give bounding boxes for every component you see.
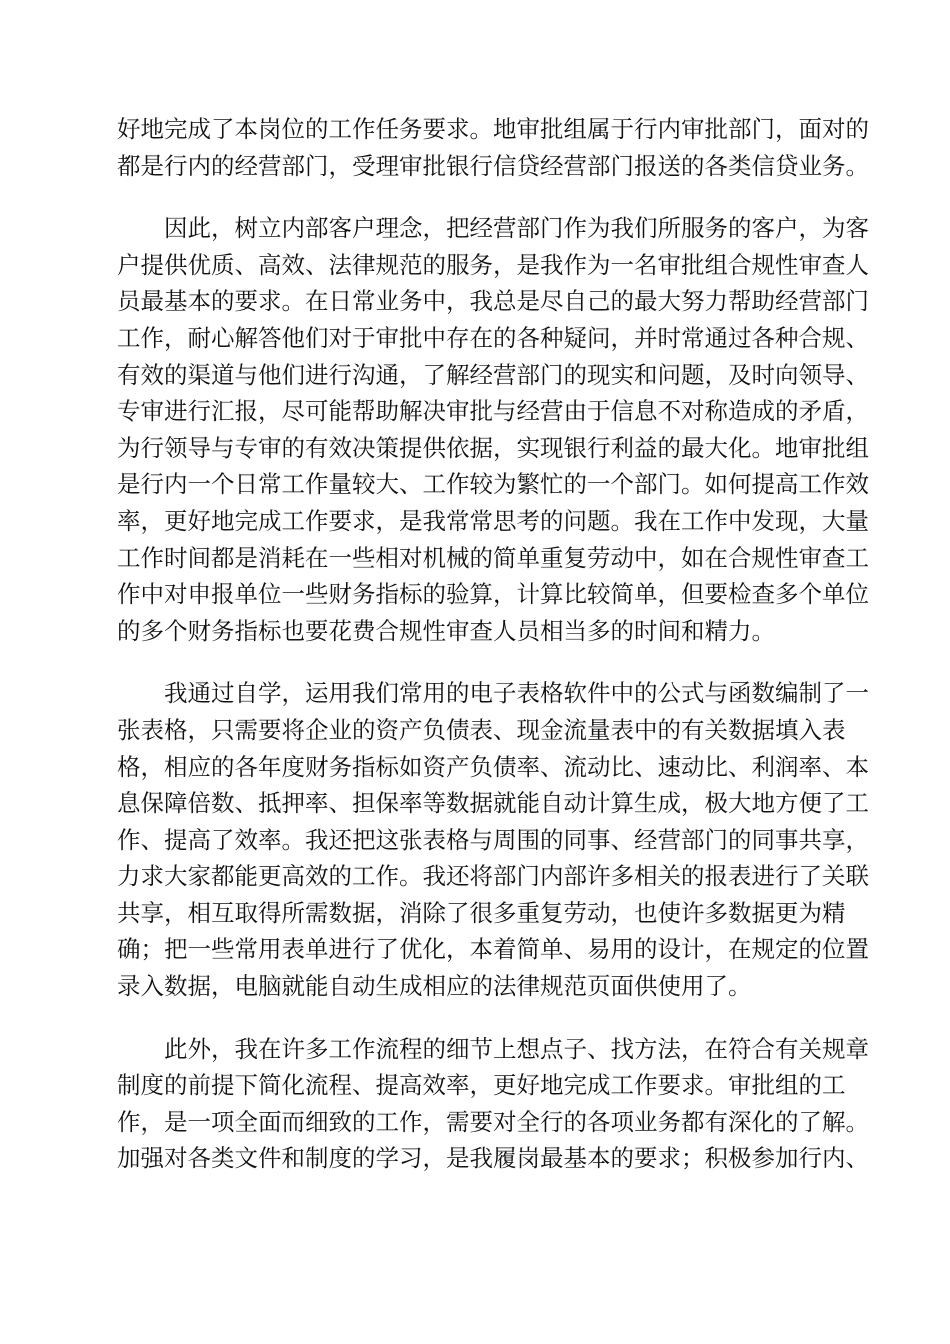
text-line: 制度的前提下简化流程、提高效率，更好地完成工作要求。审批组的工 bbox=[117, 1071, 846, 1100]
text-line: 的多个财务指标也要花费合规性审查人员相当多的时间和精力。 bbox=[117, 616, 775, 645]
text-line: 张表格，只需要将企业的资产负债表、现金流量表中的有关数据填入表 bbox=[117, 715, 846, 744]
text-line: 此外，我在许多工作流程的细节上想点子、找方法，在符合有关规章 bbox=[117, 1034, 869, 1063]
text-line: 力求大家都能更高效的工作。我还将部门内部许多相关的报表进行了关联 bbox=[117, 862, 869, 891]
paragraph-4 bbox=[117, 1031, 869, 1177]
text-line: 户提供优质、高效、法律规范的服务，是我作为一名审批组合规性审查人 bbox=[117, 250, 869, 279]
text-line: 我通过自学，运用我们常用的电子表格软件中的公式与函数编制了一 bbox=[117, 679, 869, 708]
text-line: 都是行内的经营部门，受理审批银行信贷经营部门报送的各类信贷业务。 bbox=[117, 151, 869, 180]
text-line: 工作，耐心解答他们对于审批中存在的各种疑问，并时常通过各种合规、 bbox=[117, 323, 869, 352]
paragraph-1 bbox=[117, 111, 869, 184]
paragraph-2 bbox=[117, 210, 869, 649]
text-line: 为行领导与专审的有效决策提供依据，实现银行利益的最大化。地审批组 bbox=[117, 433, 869, 462]
text-line: 专审进行汇报，尽可能帮助解决审批与经营由于信息不对称造成的矛盾， bbox=[117, 397, 869, 426]
text-line: 确；把一些常用表单进行了优化，本着简单、易用的设计，在规定的位置 bbox=[117, 935, 869, 964]
text-line: 作、提高了效率。我还把这张表格与周围的同事、经营部门的同事共享， bbox=[117, 825, 869, 854]
text-line: 共享，相互取得所需数据，消除了很多重复劳动，也使许多数据更为精 bbox=[117, 898, 846, 927]
text-line: 员最基本的要求。在日常业务中，我总是尽自己的最大努力帮助经营部门 bbox=[117, 287, 869, 316]
text-line: 因此，树立内部客户理念，把经营部门作为我们所服务的客户，为客 bbox=[117, 214, 869, 243]
paragraph-3 bbox=[117, 675, 869, 1004]
text-line: 有效的渠道与他们进行沟通，了解经营部门的现实和问题，及时向领导、 bbox=[117, 360, 869, 389]
text-line: 格，相应的各年度财务指标如资产负债率、流动比、速动比、利润率、本 bbox=[117, 752, 869, 781]
text-line: 息保障倍数、抵押率、担保率等数据就能自动计算生成，极大地方便了工 bbox=[117, 789, 869, 818]
text-line: 录入数据，电脑就能自动生成相应的法律规范页面供使用了。 bbox=[117, 972, 752, 1001]
text-line: 作，是一项全面而细致的工作，需要对全行的各项业务都有深化的了解。 bbox=[117, 1107, 869, 1136]
text-line: 是行内一个日常工作量较大、工作较为繁忙的一个部门。如何提高工作效 bbox=[117, 470, 869, 499]
text-line: 好地完成了本岗位的工作任务要求。地审批组属于行内审批部门，面对的 bbox=[117, 115, 869, 143]
text-line: 加强对各类文件和制度的学习，是我履岗最基本的要求；积极参加行内、 bbox=[117, 1144, 869, 1173]
text-line: 工作时间都是消耗在一些相对机械的简单重复劳动中，如在合规性审查工 bbox=[117, 543, 869, 572]
document-body bbox=[117, 111, 869, 1203]
text-line: 率，更好地完成工作要求，是我常常思考的问题。我在工作中发现，大量 bbox=[117, 506, 869, 535]
text-line: 作中对申报单位一些财务指标的验算，计算比较简单，但要检查多个单位 bbox=[117, 580, 869, 609]
